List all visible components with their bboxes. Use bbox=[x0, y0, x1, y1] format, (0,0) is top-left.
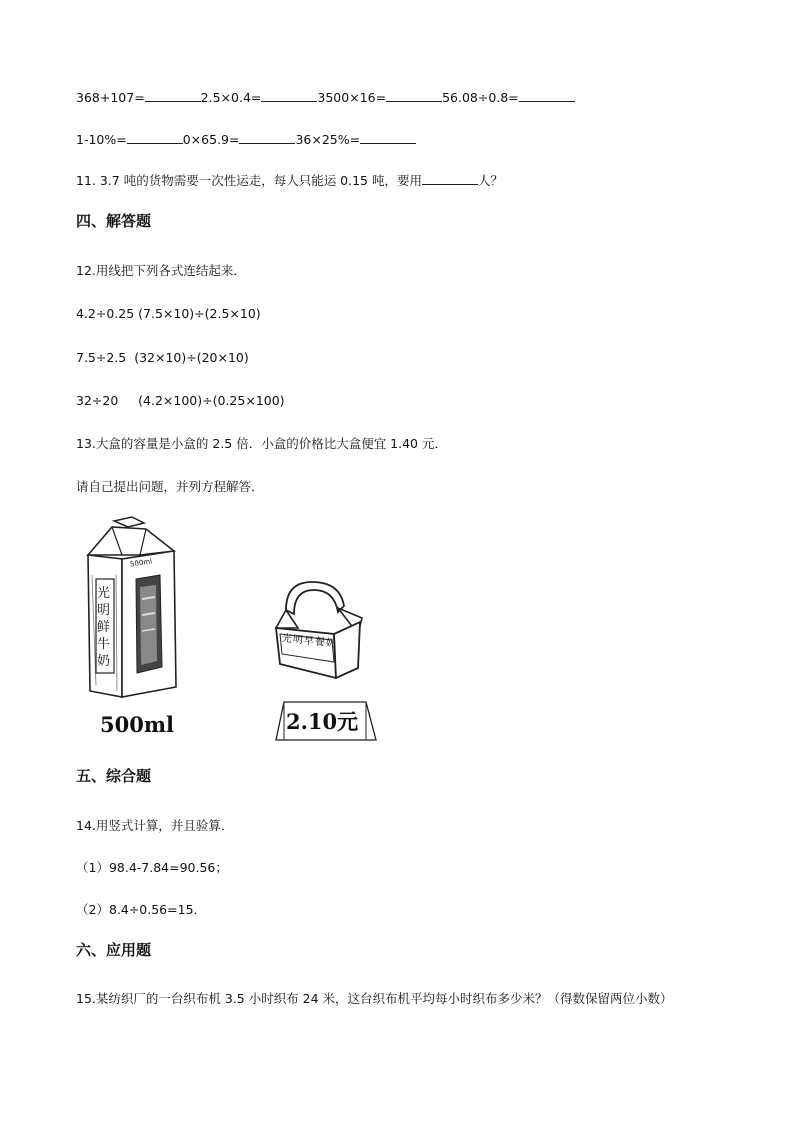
question-14-prompt: 14.用竖式计算，并且验算． bbox=[76, 818, 234, 833]
question-15-text: 15.某纺织厂的一台织布机 3.5 小时织布 24 米，这台织布机平均每小时织布多少米？（得数保留两位小数） bbox=[76, 991, 673, 1006]
small-milk-box-figure bbox=[272, 578, 364, 688]
matching-left[interactable]: 32÷20 bbox=[76, 393, 119, 408]
matching-right[interactable]: (32×10)÷(20×10) bbox=[134, 350, 249, 365]
answer-blank[interactable] bbox=[127, 131, 183, 144]
answer-blank[interactable] bbox=[360, 131, 416, 144]
matching-left[interactable]: 7.5÷2.5 bbox=[76, 350, 127, 365]
big-milk-carton-figure bbox=[82, 515, 182, 700]
answer-blank[interactable] bbox=[422, 172, 478, 185]
answer-blank[interactable] bbox=[239, 131, 295, 144]
answer-blank[interactable] bbox=[145, 89, 201, 102]
question-12-prompt: 12.用线把下列各式连结起来． bbox=[76, 263, 246, 278]
calc-expr: 0×65.9= bbox=[182, 132, 240, 147]
carton-brand-text: 光明鲜牛奶 bbox=[97, 586, 111, 669]
calc-expr: 2.5×0.4= bbox=[200, 90, 262, 105]
matching-left[interactable]: 4.2÷0.25 bbox=[76, 306, 135, 321]
calc-row-2 bbox=[76, 131, 416, 149]
section-heading: 六、应用题 bbox=[76, 941, 152, 959]
calc-expr: 1-10%= bbox=[76, 132, 127, 147]
price-tag bbox=[274, 698, 378, 744]
calc-expr: 368+107= bbox=[76, 90, 145, 105]
calc-row-1 bbox=[76, 89, 575, 107]
section-heading: 四、解答题 bbox=[76, 212, 152, 230]
question-13-line-2: 请自己提出问题，并列方程解答． bbox=[76, 479, 264, 494]
milk-box-brand-text: 光明早餐奶 bbox=[281, 633, 338, 650]
price-text: 2.10元 bbox=[286, 709, 359, 734]
calc-expr: 36×25%= bbox=[295, 132, 361, 147]
question-13-line-1: 13.大盒的容量是小盒的 2.5 倍．小盒的价格比大盒便宜 1.40 元． bbox=[76, 436, 447, 451]
matching-right[interactable]: (7.5×10)÷(2.5×10) bbox=[138, 306, 261, 321]
answer-blank[interactable] bbox=[386, 89, 442, 102]
big-box-volume-caption: 500ml bbox=[100, 712, 175, 737]
answer-blank[interactable] bbox=[519, 89, 575, 102]
matching-row bbox=[76, 392, 285, 410]
question-11 bbox=[76, 172, 503, 190]
question-14-item: （1）98.4-7.84=90.56； bbox=[76, 860, 228, 875]
question-11-suffix: 人？ bbox=[478, 173, 504, 188]
matching-right[interactable]: (4.2×100)÷(0.25×100) bbox=[138, 393, 285, 408]
carton-top-label: 500ml bbox=[129, 557, 153, 569]
question-11-text: 11. 3.7 吨的货物需要一次性运走，每人只能运 0.15 吨，要用 bbox=[76, 173, 422, 188]
section-heading: 五、综合题 bbox=[76, 767, 152, 785]
answer-blank[interactable] bbox=[261, 89, 317, 102]
question-14-item: （2）8.4÷0.56=15． bbox=[76, 902, 207, 917]
matching-row bbox=[76, 305, 261, 323]
calc-expr: 56.08÷0.8= bbox=[442, 90, 519, 105]
calc-expr: 3500×16= bbox=[317, 90, 387, 105]
matching-row bbox=[76, 349, 249, 367]
